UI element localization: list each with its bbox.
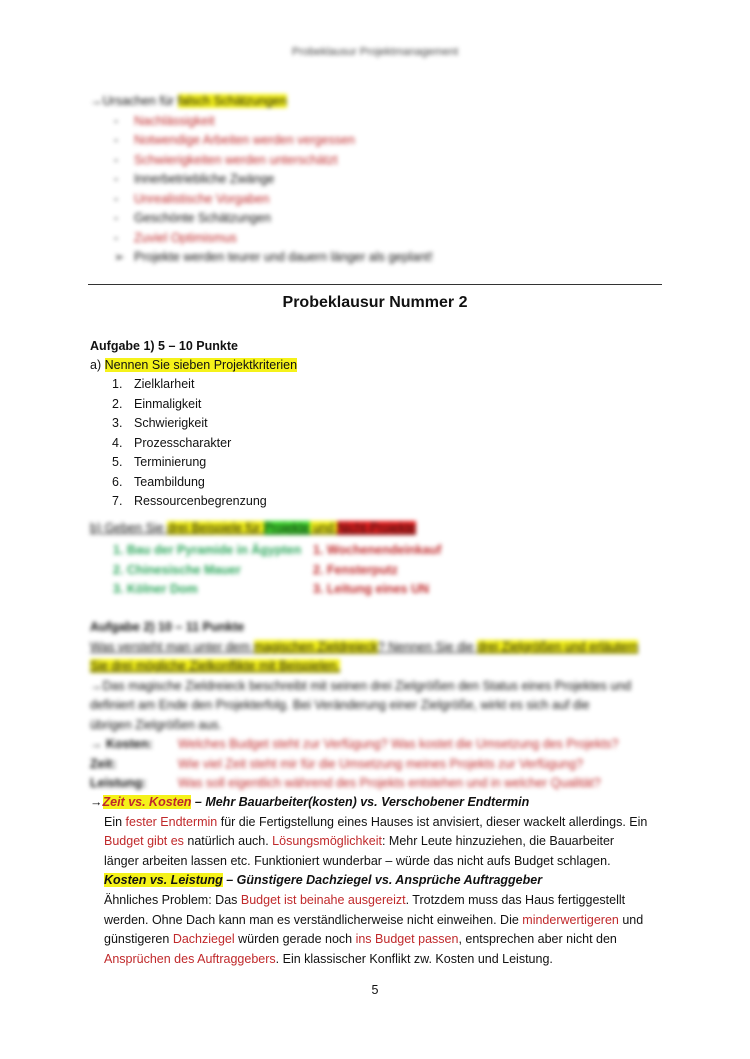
task1 <box>90 337 670 512</box>
dimension-row: Zeit: Wie viel Zeit steht mir für die Umsetzung meines Projekts zur Verfügung? <box>90 756 584 771</box>
dash-icon: - <box>114 113 119 128</box>
task2-question-line2: Sie drei mögliche Zielkonflikte mit Beispielen. <box>90 659 341 673</box>
dimension-row: → Kosten: Welches Budget steht zur Verfügung? Was kostet die Umsetzung des Projekts? <box>90 737 619 751</box>
task1-heading: Aufgabe 1) 5 – 10 Punkte <box>90 339 238 353</box>
cause-item: - Schwierigkeiten werden unterschätzt <box>90 151 433 171</box>
project-example: 3. Kölner Dom <box>113 582 198 596</box>
task2 <box>90 618 650 735</box>
task1-question-a: a) Nennen Sie sieben Projektkriterien <box>90 358 298 372</box>
running-head: Probeklausur Projektmanagement <box>291 46 459 58</box>
example-row <box>113 561 533 581</box>
cause-item: - Zuviel Optimismus <box>90 229 433 249</box>
task2-question-line1: Was versteht man unter dem magischen Zieldreieck? Nennen Sie die drei Zielgrößen und erläutern <box>90 639 639 654</box>
list-number: 2. <box>112 396 123 411</box>
cause-item: - Innerbetriebliche Zwänge <box>90 170 433 190</box>
criterion-item: 1. Zielklarheit <box>90 375 670 395</box>
causes-list <box>90 112 433 249</box>
list-number: 7. <box>112 494 123 508</box>
conflict2-line2: werden. Ohne Dach kann man es verständlicherweise nicht einweihen. Die minderwertigeren und <box>104 912 644 927</box>
dash-icon: - <box>114 211 119 225</box>
causes-highlight: falsch Schätzungen <box>177 94 287 108</box>
dimension-row: Leistung: Was soll eigentlich während des Projekts entstehen und in welcher Qualität? <box>90 776 601 790</box>
dash-icon: - <box>114 230 119 245</box>
causes-intro: →Ursachen für falsch Schätzungen <box>90 94 287 108</box>
list-number: 6. <box>112 474 123 489</box>
example-row <box>113 541 533 561</box>
criteria-list <box>90 375 670 512</box>
list-number: 3. <box>112 416 123 430</box>
example-row <box>113 580 533 600</box>
list-number: 5. <box>112 455 123 469</box>
conflict1-line1: Ein fester Endtermin für die Fertigstellung eines Hauses ist anvisiert, dieser wackelt allerdings. Ein <box>104 814 648 829</box>
criterion-item: 3. Schwierigkeit <box>90 414 670 434</box>
dash-icon: - <box>114 172 119 186</box>
conflict2-line4: Ansprüchen des Auftraggebers. Ein klassischer Konflikt zw. Kosten und Leistung. <box>104 951 553 966</box>
cause-item: - Geschönte Schätzungen <box>90 209 433 229</box>
target-dimensions <box>90 735 650 794</box>
criterion-item: 5. Terminierung <box>90 453 670 473</box>
conflict2-heading: Kosten vs. Leistung – Günstigere Dachziegel vs. Ansprüche Auftraggeber <box>104 873 543 888</box>
task1-question-b: b) Geben Sie drei Beispiele für Projekte und Nicht-Projekte <box>90 521 416 535</box>
project-example: 1. Bau der Pyramide in Ägypten <box>113 543 302 557</box>
criterion-item: 2. Einmaligkeit <box>90 395 670 415</box>
dash-icon: - <box>114 191 119 206</box>
criterion-item: 6. Teambildung <box>90 473 670 493</box>
task2-answer-line1: →Das magische Zieldreieck beschreibt mit seinen drei Zielgrößen den Status eines Projektes und <box>90 678 632 693</box>
causes-conclusion: ➢ Projekte werden teurer und dauern länger als geplant! <box>90 248 433 268</box>
list-number: 4. <box>112 435 123 450</box>
non-project-example: 3. Leitung eines UN <box>313 582 429 596</box>
project-example: 2. Chinesische Mauer <box>113 562 241 577</box>
criterion-item: 7. Ressourcenbegrenzung <box>90 492 670 512</box>
causes-section <box>90 92 433 268</box>
task2-answer-line2: definiert am Ende den Projekterfolg. Bei Veränderung einer Zielgröße, wirkt es sich auf die <box>90 698 590 712</box>
conflict1-heading: →Zeit vs. Kosten – Mehr Bauarbeiter(kosten) vs. Verschobener Endtermin <box>90 795 530 809</box>
conflict1-line3: länger arbeiten lassen etc. Funktioniert wunderbar – würde das nicht aufs Budget schlagen. <box>104 853 611 868</box>
cause-item: - Nachlässigkeit <box>90 112 433 132</box>
dash-icon: - <box>114 152 119 167</box>
non-project-example: 1. Wochenendeinkauf <box>313 543 442 557</box>
cause-item: - Unrealistische Vorgaben <box>90 190 433 210</box>
conflicts-section <box>90 793 656 969</box>
examples-list <box>113 541 533 600</box>
section-divider <box>88 284 662 285</box>
cause-item: - Notwendige Arbeiten werden vergessen <box>90 131 433 151</box>
task2-answer-line3: übrigen Zielgrößen aus. <box>90 717 223 732</box>
page-number: 5 <box>371 983 379 997</box>
list-number: 1. <box>112 377 123 391</box>
conflict2-line1: Ähnliches Problem: Das Budget ist beinahe ausgereizt. Trotzdem muss das Haus fertiggestellt <box>104 892 626 907</box>
non-project-example: 2. Fensterputz <box>313 562 398 577</box>
dash-icon: - <box>114 133 119 147</box>
bullet-icon: ➢ <box>114 250 125 264</box>
criterion-item: 4. Prozesscharakter <box>90 434 670 454</box>
conflict1-line2: Budget gibt es natürlich auch. Lösungsmöglichkeit: Mehr Leute hinzuziehen, die Bauarbeiter <box>104 834 615 849</box>
page-title: Probeklausur Nummer 2 <box>282 294 468 311</box>
conflict2-line3: günstigeren Dachziegel würden gerade noch ins Budget passen, entsprechen aber nicht den <box>104 932 617 947</box>
task2-heading: Aufgabe 2) 10 – 11 Punkte <box>90 620 245 634</box>
